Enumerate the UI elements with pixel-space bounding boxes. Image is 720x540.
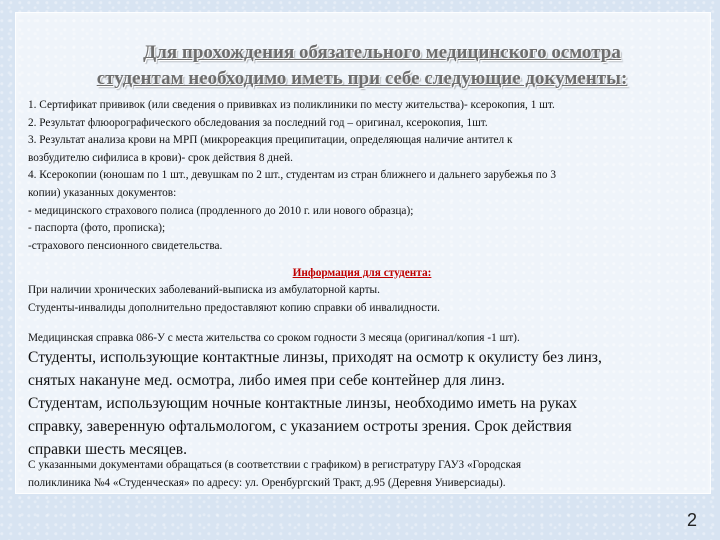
contact-line: С указанными документами обращаться (в соответствии с графиком) в регистратуру ГАУЗ «Городская — [28, 459, 522, 471]
list-item: - медицинского страхового полиса (продленного до 2010 г. или нового образца); — [28, 204, 414, 217]
page-number: 2 — [687, 510, 698, 530]
lenses-line: справки шесть месяцев. — [28, 441, 188, 458]
lenses-line: справку, заверенную офтальмологом, с указанием остроты зрения. Срок действия — [28, 418, 572, 435]
list-item: 3. Результат анализа крови на МРП (микрореакция преципитации, определяющая наличие антител к — [28, 134, 513, 147]
list-item: 2. Результат флюорографического обследования за последний год – оригинал, ксерокопия, 1шт. — [28, 116, 488, 129]
info-heading: Информация для студента: — [292, 267, 432, 279]
page-title — [15, 40, 709, 92]
list-item: возбудителю сифилиса в крови)- срок действия 8 дней. — [28, 151, 293, 164]
list-item: -страхового пенсионного свидетельства. — [28, 239, 223, 252]
lenses-line: Студенты, использующие контактные линзы, приходят на осмотр к окулисту без линз, — [28, 349, 602, 366]
title-line-2: студентам необходимо иметь при себе следующие документы: — [96, 68, 628, 89]
list-item: - паспорта (фото, прописка); — [28, 222, 166, 235]
info-line: Студенты-инвалиды дополнительно предоставляют копию справки об инвалидности. — [28, 301, 440, 314]
info-line: При наличии хронических заболеваний-выписка из амбулаторной карты. — [28, 284, 380, 296]
contact-lenses-note — [28, 346, 708, 461]
lenses-line: Студентам, использующим ночные контактные линзы, необходимо иметь на руках — [28, 395, 578, 412]
title-line-1: Для прохождения обязательного медицинского осмотра — [143, 42, 621, 63]
documents-list — [28, 97, 708, 255]
medical-certificate-note — [28, 330, 708, 348]
lenses-line: снятых накануне мед. осмотра, либо имея при себе контейнер для линз. — [28, 372, 505, 389]
list-item: 4. Ксерокопии (юношам по 1 шт., девушкам по 2 шт., студентам из стран ближнего и дальнего зарубежья по 3 — [28, 169, 557, 182]
list-item: копии) указанных документов: — [28, 186, 177, 199]
contact-info — [28, 457, 708, 492]
contact-line: поликлиника №4 «Студенческая» по адресу: ул. Оренбургский Тракт, д.95 (Деревня Универсиады). — [28, 476, 506, 489]
info-text — [28, 282, 708, 317]
medical-certificate-line: Медицинская справка 086-У с места жительства со сроком годности 3 месяца (оригинал/копия -1 шт). — [28, 332, 520, 344]
list-item: 1. Сертификат прививок (или сведения о прививках из поликлиники по месту жительства)- ксерокопия, 1 шт. — [28, 99, 555, 111]
